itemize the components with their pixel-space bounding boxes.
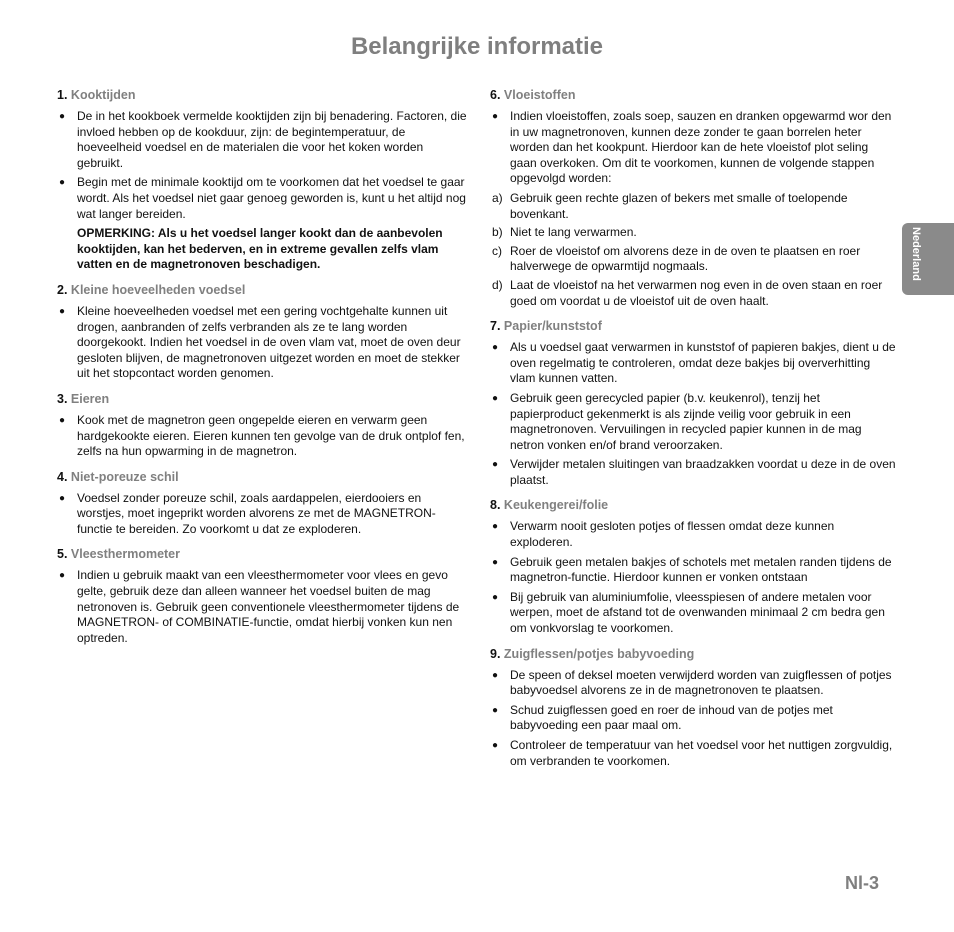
bullet-icon: ● [492,669,499,681]
section-2 [57,282,467,382]
list-item [490,590,896,637]
bullet-icon: ● [59,570,66,582]
lettered-item-text: Gebruik geen rechte glazen of bekers met smalle of toelopende bovenkant. [510,190,848,221]
lettered-item-text: Niet te lang verwarmen. [510,225,637,240]
section-heading [490,87,896,103]
bullet-icon: ● [492,556,499,568]
list-item-text: Controleer de temperatuur van het voedsel voor het nuttigen zorgvuldig, om verbranden te voorkomen. [510,738,893,768]
list-item-text: Als u voedsel gaat verwarmen in kunststof of papieren bakjes, dient u de oven regelmatig te controleren, omdat deze bakjes bij oververhitting vlam kunnen vatten. [510,340,896,386]
list-item [57,568,467,646]
list-item [490,519,896,550]
bullet-icon: ● [492,740,499,751]
bullet-list [490,519,896,636]
bullet-list [57,491,467,538]
bullet-list [57,568,467,646]
lettered-item [490,278,896,309]
bullet-list [57,109,467,222]
section-9 [490,646,896,770]
list-item-text: Indien vloeistoffen, zoals soep, sauzen en dranken opgewarmd wor den in uw magnetronoven, kunnen deze zonder te gaan borrelen heter worden dan het kookpunt. Hierdoor kan de hete vloeistof plot seling gaan overkoken. Om dit te voorkomen, kunnen de volgende stappen opgevolgd worden: [510,109,892,186]
item-letter: c) [492,243,502,258]
list-item [490,555,896,586]
list-item-text: Bij gebruik van aluminiumfolie, vleesspiesen of andere metalen voor werpen, moet de afstand tot de ovenwanden minimaal 2 cm bedra gen om vonkvorslag te voorkomen. [510,589,885,636]
section-8 [490,497,896,636]
language-tab-label: Nederland [910,227,922,281]
language-side-tab [902,223,954,295]
bullet-list [57,413,467,460]
list-item [57,491,467,538]
bullet-icon: ● [59,414,66,426]
section-title: Keukengerei/folie [503,498,609,513]
item-letter: b) [492,225,503,240]
section-number: 5. [57,547,68,562]
bullet-icon: ● [492,342,499,354]
section-heading [490,646,896,662]
item-letter: a) [492,190,503,205]
lettered-item [490,244,896,275]
section-number: 6. [490,88,501,102]
list-item-text: Indien u gebruik maakt van een vleesthermometer voor vlees en gevo gelte, gebruik deze dan alleen wanneer het voedsel buiten de mag netronoven is. Gebruik geen conventionele vleesthermometer tijdens de MAGNETRON- of COMBINATIE-functie, omdat hierbij vonken kun nen optreden. [77,568,460,645]
right-column [490,87,896,778]
list-item [490,391,896,453]
bullet-icon: ● [59,305,66,317]
left-column [57,87,467,655]
lettered-item [490,225,896,241]
list-item-text: De speen of deksel moeten verwijderd worden van zuigflessen of potjes babyvoedsel alvorens ze in de magnetronoven te plaatsen. [510,667,892,698]
list-item [57,109,467,171]
section-6 [490,87,896,309]
bullet-icon: ● [492,392,499,404]
list-item-text: Begin met de minimale kooktijd om te voorkomen dat het voedsel te gaar wordt. Als het voedsel niet gaar genoeg geworden is, kunt u het altijd nog wat langer bereiden. [77,175,466,221]
list-item [57,175,467,222]
section-number: 3. [57,391,68,406]
section-title: Zuigflessen/potjes babyvoeding [503,646,695,661]
bullet-list [57,304,467,382]
section-title: Kooktijden [70,88,136,102]
list-item-text: Verwarm nooit gesloten potjes of flessen omdat deze kunnen exploderen. [510,519,835,550]
lettered-item [490,191,896,222]
section-title: Vleesthermometer [70,547,180,562]
section-heading [490,497,896,513]
list-item [490,109,896,187]
list-item-text: De in het kookboek vermelde kooktijden zijn bij benadering. Factoren, die invloed hebben op de kookduur, zijn: de begintemperatuur, de hoeveelheid voedsel en de materialen die voor het koken worden gebruikt. [77,109,467,170]
section-heading [57,546,467,562]
lettered-item-text: Laat de vloeistof na het verwarmen nog even in de oven staan en roer goed om voordat u de vloeistof uit de oven haalt. [510,277,883,308]
page-number: Nl-3 [845,873,880,893]
list-item-text: Voedsel zonder poreuze schil, zoals aardappelen, eierdooiers en worstjes, moet ingeprikt worden alvorens ze met de MAGNETRON-functie te bereiden. Zo voorkomt u dat ze exploderen. [77,490,436,536]
list-item [490,703,896,734]
section-heading [490,318,896,334]
section-title: Vloeistoffen [503,88,576,102]
list-item-text: Kook met de magnetron geen ongepelde eieren en verwarm geen hardgekookte eieren. Eieren kunnen ten gevolge van de druk ontplof fen, zelfs na hun opwarming in de magnetron. [77,412,465,459]
section-heading [57,391,467,407]
section-7 [490,318,896,488]
note-text: OPMERKING: Als u het voedsel langer kookt dan de aanbevolen kooktijden, kan het bederven, en in extreme gevallen zelfs vlam vatten en de magnetronoven beschadigen. [77,226,443,272]
bullet-icon: ● [492,521,499,533]
bullet-icon: ● [59,111,66,122]
list-item-text: Gebruik geen gerecycled papier (b.v. keukenrol), tenzij het papierproduct gekenmerkt is als zijnde veilig voor gebruik in een magnetronoven. Vervuilingen in recycled papier kunnen in de mag netron vonken en/of brand veroorzaken. [510,390,862,452]
bullet-list [490,340,896,488]
section-1 [57,87,467,273]
list-item-text: Kleine hoeveelheden voedsel met een gering vochtgehalte kunnen uit drogen, aanbranden of zelfs verbranden als ze te lang worden doorgekookt. Indien het voedsel in de oven vlam vat, moet de oven deur gesloten blijven, de magnetronoven uitgezet worden en moet de stekker uit het stopcontact worden genomen. [77,303,461,381]
list-item-text: Verwijder metalen sluitingen van braadzakken voordat u deze in de oven plaatst. [510,457,896,487]
lettered-item-text: Roer de vloeistof om alvorens deze in de oven te plaatsen en roer halverwege de opwarmtijd nogmaals. [510,243,861,274]
bullet-list [490,109,896,187]
list-item [57,304,467,382]
bullet-icon: ● [492,459,499,471]
section-heading [57,469,467,485]
section-title: Papier/kunststof [503,319,602,334]
bullet-icon: ● [59,492,66,504]
list-item [490,738,896,769]
section-number: 4. [57,469,68,484]
bullet-icon: ● [492,704,499,716]
section-number: 7. [490,319,501,334]
section-number: 9. [490,646,501,661]
section-heading [57,87,467,103]
list-item-text: Gebruik geen metalen bakjes of schotels met metalen randen tijdens de magnetron-functie. Hierdoor kunnen er vonken ontstaan [510,554,892,585]
section-4 [57,469,467,538]
list-item [490,340,896,387]
section-title: Eieren [70,391,110,406]
list-item-text: Schud zuigflessen goed en roer de inhoud van de potjes met babyvoeding een paar maal om. [510,702,833,733]
item-letter: d) [492,277,503,292]
list-item [57,413,467,460]
section-number: 1. [57,88,68,102]
section-number: 2. [57,282,68,297]
list-item [490,668,896,699]
section-title: Kleine hoeveelheden voedsel [70,282,246,297]
bullet-icon: ● [59,177,66,189]
lettered-list [490,191,896,309]
section-3 [57,391,467,460]
section-number: 8. [490,498,501,513]
bullet-list [490,668,896,770]
section-title: Niet-poreuze schil [70,469,179,484]
list-item [490,457,896,488]
page-title: Belangrijke informatie [350,33,604,60]
section-heading [57,282,467,298]
bullet-icon: ● [492,111,499,122]
section-5 [57,546,467,646]
bullet-icon: ● [492,591,499,603]
